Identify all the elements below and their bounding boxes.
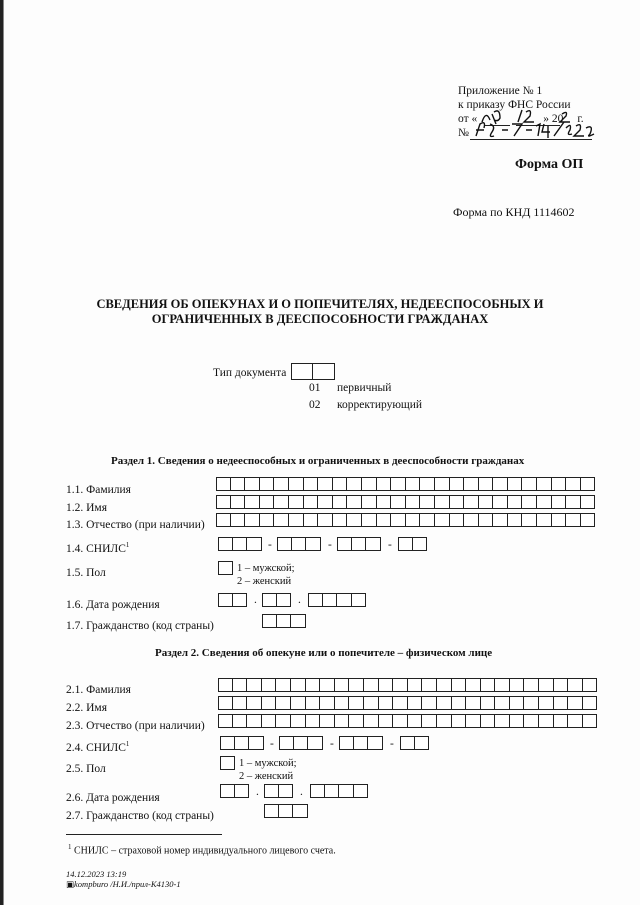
print-stamp-date: 14.12.2023 13:19 (66, 869, 127, 879)
input-cell[interactable] (320, 678, 335, 692)
input-cell[interactable] (554, 678, 569, 692)
print-stamp-path (66, 879, 181, 889)
input-cell[interactable] (398, 537, 413, 551)
input-cell[interactable] (306, 696, 321, 710)
s2-birth-dot: . (256, 786, 259, 798)
input-cell[interactable] (510, 696, 525, 710)
footnote-text: СНИЛС – страховой номер индивидуального лицевого счета. (74, 845, 336, 857)
input-cell[interactable] (493, 513, 508, 527)
input-cell[interactable] (568, 696, 583, 710)
input-cell[interactable] (466, 678, 481, 692)
s2-birth-month[interactable] (264, 784, 293, 798)
input-cell[interactable] (508, 513, 523, 527)
input-cell[interactable] (452, 714, 467, 728)
input-cell[interactable] (308, 593, 323, 607)
s1-citizenship-label: 1.7. Гражданство (код страны) (66, 620, 214, 632)
input-cell[interactable] (391, 477, 406, 491)
input-cell[interactable] (583, 678, 598, 692)
s1-snils-dash: - (388, 539, 392, 551)
input-cell[interactable] (233, 593, 248, 607)
input-cell[interactable] (583, 696, 598, 710)
input-cell[interactable] (310, 784, 325, 798)
input-cell[interactable] (422, 714, 437, 728)
input-cell[interactable] (368, 736, 383, 750)
input-cell[interactable] (437, 678, 452, 692)
input-cell[interactable] (450, 513, 465, 527)
input-cell[interactable] (354, 784, 369, 798)
knd-code: Форма по КНД 1114602 (453, 205, 575, 219)
input-cell[interactable] (337, 537, 352, 551)
input-cell[interactable] (318, 513, 333, 527)
input-cell[interactable] (245, 477, 260, 491)
input-cell[interactable] (437, 714, 452, 728)
input-cell[interactable] (245, 495, 260, 509)
input-cell[interactable] (233, 537, 248, 551)
input-cell[interactable] (377, 477, 392, 491)
input-cell[interactable] (264, 784, 279, 798)
stamp-icon: ▣ (66, 879, 75, 889)
input-cell[interactable] (379, 714, 394, 728)
input-cell[interactable] (583, 714, 598, 728)
input-cell[interactable] (450, 477, 465, 491)
s2-surname-cells[interactable] (218, 678, 597, 692)
s1-snils-label (66, 541, 129, 555)
input-cell[interactable] (231, 513, 246, 527)
s2-snils-dash: - (330, 738, 334, 750)
input-cell[interactable] (325, 784, 340, 798)
input-cell[interactable] (379, 678, 394, 692)
doc-type-label: Тип документа (213, 367, 287, 379)
input-cell[interactable] (245, 513, 260, 527)
input-cell[interactable] (233, 714, 248, 728)
input-cell[interactable] (493, 477, 508, 491)
s2-snils-dash: - (390, 738, 394, 750)
input-cell[interactable] (339, 736, 354, 750)
s1-snils-footnote-mark: 1 (125, 541, 130, 549)
input-cell[interactable] (554, 714, 569, 728)
input-cell[interactable] (566, 513, 581, 527)
input-cell[interactable] (522, 513, 537, 527)
s2-birth-label: 2.6. Дата рождения (66, 792, 160, 804)
input-cell[interactable] (292, 537, 307, 551)
input-cell[interactable] (435, 513, 450, 527)
input-cell[interactable] (406, 477, 421, 491)
input-cell[interactable] (262, 593, 277, 607)
input-cell[interactable] (235, 784, 250, 798)
s1-snils-part3[interactable] (337, 537, 381, 551)
doc-type-opt2-code: 02 (309, 399, 321, 411)
s2-snils-part3[interactable] (339, 736, 383, 750)
input-cell[interactable] (218, 593, 233, 607)
order-label: к приказу ФНС России (458, 99, 571, 111)
s2-snils-part4[interactable] (400, 736, 429, 750)
doc-type-opt1-code: 01 (309, 382, 321, 394)
input-cell[interactable] (495, 714, 510, 728)
input-cell[interactable] (277, 614, 292, 628)
input-cell[interactable] (581, 495, 596, 509)
s1-snils-text: 1.4. СНИЛС (66, 542, 126, 555)
input-cell[interactable] (262, 614, 277, 628)
input-cell[interactable] (320, 696, 335, 710)
input-cell[interactable] (347, 495, 362, 509)
input-cell[interactable] (337, 593, 352, 607)
input-cell[interactable] (274, 477, 289, 491)
input-cell[interactable] (339, 784, 354, 798)
input-cell[interactable] (323, 593, 338, 607)
input-cell[interactable] (247, 696, 262, 710)
s1-sex-opt2: 2 – женский (237, 576, 292, 587)
document-title-line1: СВЕДЕНИЯ ОБ ОПЕКУНАХ И О ПОПЕЧИТЕЛЯХ, НЕДЕЕСПОСОБНЫХ И (96, 297, 544, 311)
input-cell[interactable] (274, 495, 289, 509)
input-cell[interactable] (539, 696, 554, 710)
input-cell[interactable] (495, 696, 510, 710)
s2-name-cells[interactable] (218, 696, 597, 710)
input-cell[interactable] (247, 714, 262, 728)
input-cell[interactable] (452, 678, 467, 692)
s1-sex-opt1: 1 – мужской; (237, 563, 295, 574)
s1-snils-part1[interactable] (218, 537, 262, 551)
input-cell[interactable] (364, 714, 379, 728)
input-cell[interactable] (522, 477, 537, 491)
input-cell[interactable] (304, 495, 319, 509)
s2-birth-year[interactable] (310, 784, 368, 798)
input-cell[interactable] (354, 736, 369, 750)
input-cell[interactable] (420, 495, 435, 509)
s1-snils-part4[interactable] (398, 537, 427, 551)
appendix-label: Приложение № 1 (458, 85, 543, 97)
input-cell[interactable] (289, 477, 304, 491)
input-cell[interactable] (481, 678, 496, 692)
input-cell[interactable] (408, 696, 423, 710)
s1-citizenship-cells[interactable] (262, 614, 306, 628)
input-cell[interactable] (568, 678, 583, 692)
section2-heading: Раздел 2. Сведения об опекуне или о попечителе – физическом лице (155, 647, 493, 659)
input-cell[interactable] (291, 714, 306, 728)
doc-type-opt1-text: первичный (337, 382, 392, 394)
input-cell[interactable] (524, 696, 539, 710)
input-cell[interactable] (568, 714, 583, 728)
section1-heading: Раздел 1. Сведения о недееспособных и ограниченных в дееспособности гражданах (111, 455, 525, 467)
s2-patronymic-label: 2.3. Отчество (при наличии) (66, 720, 205, 732)
s1-birth-year[interactable] (308, 593, 366, 607)
s2-citizenship-cells[interactable] (264, 804, 308, 818)
input-cell[interactable] (279, 804, 294, 818)
input-cell[interactable] (247, 678, 262, 692)
input-cell[interactable] (379, 696, 394, 710)
scan-edge-shadow (3, 0, 4, 905)
input-cell[interactable] (552, 513, 567, 527)
s1-birth-dot: . (298, 594, 301, 606)
input-cell[interactable] (537, 495, 552, 509)
input-cell[interactable] (304, 513, 319, 527)
input-cell[interactable] (391, 495, 406, 509)
input-cell[interactable] (464, 513, 479, 527)
input-cell[interactable] (415, 736, 430, 750)
input-cell[interactable] (408, 678, 423, 692)
input-cell[interactable] (391, 513, 406, 527)
s2-birth-day[interactable] (220, 784, 249, 798)
print-stamp-path-text: kompburo /Н.И./прил-К4130-1 (74, 879, 181, 889)
input-cell[interactable] (233, 696, 248, 710)
input-cell[interactable] (333, 513, 348, 527)
s2-sex-opt2: 2 – женский (239, 771, 294, 782)
input-cell[interactable] (400, 736, 415, 750)
input-cell[interactable] (364, 696, 379, 710)
doc-type-cell[interactable] (313, 363, 335, 380)
input-cell[interactable] (306, 537, 321, 551)
input-cell[interactable] (264, 804, 279, 818)
input-cell[interactable] (364, 678, 379, 692)
input-cell[interactable] (552, 477, 567, 491)
document-title-line2: ОГРАНИЧЕННЫХ В ДЕЕСПОСОБНОСТИ ГРАЖДАНАХ (151, 312, 489, 326)
input-cell[interactable] (333, 477, 348, 491)
s1-patronymic-label: 1.3. Отчество (при наличии) (66, 519, 205, 531)
input-cell[interactable] (279, 784, 294, 798)
s2-snils-label (66, 740, 129, 754)
input-cell[interactable] (349, 714, 364, 728)
s1-snils-part2[interactable] (277, 537, 321, 551)
s1-birth-month[interactable] (262, 593, 291, 607)
input-cell[interactable] (422, 678, 437, 692)
input-cell[interactable] (537, 513, 552, 527)
input-cell[interactable] (231, 495, 246, 509)
s1-birth-dot: . (254, 594, 257, 606)
input-cell[interactable] (510, 678, 525, 692)
input-cell[interactable] (539, 678, 554, 692)
input-cell[interactable] (566, 495, 581, 509)
input-cell[interactable] (279, 736, 294, 750)
s1-name-cells[interactable] (216, 495, 595, 509)
input-cell[interactable] (262, 714, 277, 728)
input-cell[interactable] (522, 495, 537, 509)
input-cell[interactable] (393, 678, 408, 692)
input-cell[interactable] (566, 477, 581, 491)
input-cell[interactable] (220, 736, 235, 750)
input-cell[interactable] (320, 714, 335, 728)
s1-sex-cell[interactable] (218, 561, 233, 575)
s2-patronymic-cells[interactable] (218, 714, 597, 728)
input-cell[interactable] (306, 714, 321, 728)
input-cell[interactable] (216, 477, 231, 491)
input-cell[interactable] (435, 477, 450, 491)
input-cell[interactable] (335, 678, 350, 692)
input-cell[interactable] (304, 477, 319, 491)
s2-citizenship-label: 2.7. Гражданство (код страны) (66, 810, 214, 822)
input-cell[interactable] (537, 477, 552, 491)
s2-name-label: 2.2. Имя (66, 702, 107, 714)
input-cell[interactable] (352, 537, 367, 551)
input-cell[interactable] (352, 593, 367, 607)
doc-type-cells[interactable] (291, 363, 335, 380)
input-cell[interactable] (452, 696, 467, 710)
input-cell[interactable] (408, 714, 423, 728)
input-cell[interactable] (437, 696, 452, 710)
doc-type-opt2-text: корректирующий (337, 399, 423, 411)
input-cell[interactable] (349, 696, 364, 710)
input-cell[interactable] (362, 477, 377, 491)
input-cell[interactable] (420, 513, 435, 527)
input-cell[interactable] (366, 537, 381, 551)
date-end: г. (577, 113, 584, 125)
input-cell[interactable] (235, 736, 250, 750)
input-cell[interactable] (277, 537, 292, 551)
input-cell[interactable] (581, 477, 596, 491)
input-cell[interactable] (393, 696, 408, 710)
s1-snils-dash: - (328, 539, 332, 551)
input-cell[interactable] (218, 678, 233, 692)
input-cell[interactable] (524, 714, 539, 728)
s1-sex-label: 1.5. Пол (66, 567, 106, 579)
input-cell[interactable] (349, 678, 364, 692)
input-cell[interactable] (277, 593, 292, 607)
date-suffix: » 20 (543, 113, 564, 125)
input-cell[interactable] (233, 678, 248, 692)
handwritten-number (470, 118, 600, 142)
input-cell[interactable] (276, 696, 291, 710)
input-cell[interactable] (289, 495, 304, 509)
s2-snils-dash: - (270, 738, 274, 750)
input-cell[interactable] (218, 537, 233, 551)
input-cell[interactable] (481, 714, 496, 728)
s2-snils-footnote-mark: 1 (125, 740, 130, 748)
order-number-prefix: № (458, 127, 469, 139)
footnote-rule (66, 834, 222, 835)
input-cell[interactable] (260, 477, 275, 491)
s2-surname-label: 2.1. Фамилия (66, 684, 131, 696)
input-cell[interactable] (262, 696, 277, 710)
input-cell[interactable] (406, 513, 421, 527)
input-cell[interactable] (552, 495, 567, 509)
input-cell[interactable] (318, 495, 333, 509)
input-cell[interactable] (260, 513, 275, 527)
input-cell[interactable] (377, 513, 392, 527)
input-cell[interactable] (377, 495, 392, 509)
s1-patronymic-cells[interactable] (216, 513, 595, 527)
input-cell[interactable] (524, 678, 539, 692)
input-cell[interactable] (218, 696, 233, 710)
input-cell[interactable] (554, 696, 569, 710)
s2-snils-part1[interactable] (220, 736, 264, 750)
input-cell[interactable] (508, 477, 523, 491)
date-prefix: от « (458, 113, 478, 125)
input-cell[interactable] (216, 495, 231, 509)
input-cell[interactable] (216, 513, 231, 527)
input-cell[interactable] (466, 714, 481, 728)
input-cell[interactable] (495, 678, 510, 692)
input-cell[interactable] (581, 513, 596, 527)
input-cell[interactable] (308, 736, 323, 750)
input-cell[interactable] (406, 495, 421, 509)
input-cell[interactable] (464, 477, 479, 491)
s2-sex-opt1: 1 – мужской; (239, 758, 297, 769)
s2-birth-dot: . (300, 786, 303, 798)
input-cell[interactable] (510, 714, 525, 728)
s1-surname-cells[interactable] (216, 477, 595, 491)
input-cell[interactable] (260, 495, 275, 509)
input-cell[interactable] (289, 513, 304, 527)
input-cell[interactable] (276, 714, 291, 728)
input-cell[interactable] (291, 696, 306, 710)
s2-sex-label: 2.5. Пол (66, 763, 106, 775)
form-name: Форма ОП (515, 157, 584, 172)
input-cell[interactable] (318, 477, 333, 491)
input-cell[interactable] (218, 714, 233, 728)
input-cell[interactable] (220, 756, 235, 770)
input-cell[interactable] (262, 678, 277, 692)
input-cell[interactable] (335, 714, 350, 728)
input-cell[interactable] (220, 784, 235, 798)
s2-sex-cell[interactable] (220, 756, 235, 770)
input-cell[interactable] (435, 495, 450, 509)
input-cell[interactable] (393, 714, 408, 728)
input-cell[interactable] (464, 495, 479, 509)
input-cell[interactable] (539, 714, 554, 728)
input-cell[interactable] (247, 537, 262, 551)
input-cell[interactable] (291, 678, 306, 692)
input-cell[interactable] (335, 696, 350, 710)
input-cell[interactable] (422, 696, 437, 710)
input-cell[interactable] (347, 477, 362, 491)
s1-birth-day[interactable] (218, 593, 247, 607)
input-cell[interactable] (479, 513, 494, 527)
input-cell[interactable] (362, 495, 377, 509)
input-cell[interactable] (466, 696, 481, 710)
input-cell[interactable] (481, 696, 496, 710)
input-cell[interactable] (291, 614, 306, 628)
s2-snils-text: 2.4. СНИЛС (66, 741, 126, 754)
input-cell[interactable] (420, 477, 435, 491)
s2-snils-part2[interactable] (279, 736, 323, 750)
input-cell[interactable] (333, 495, 348, 509)
input-cell[interactable] (479, 477, 494, 491)
input-cell[interactable] (231, 477, 246, 491)
doc-type-cell[interactable] (291, 363, 313, 380)
input-cell[interactable] (306, 678, 321, 692)
input-cell[interactable] (508, 495, 523, 509)
s1-snils-dash: - (268, 539, 272, 551)
input-cell[interactable] (450, 495, 465, 509)
input-cell[interactable] (293, 804, 308, 818)
input-cell[interactable] (249, 736, 264, 750)
input-cell[interactable] (294, 736, 309, 750)
s1-birth-label: 1.6. Дата рождения (66, 599, 160, 611)
input-cell[interactable] (493, 495, 508, 509)
input-cell[interactable] (479, 495, 494, 509)
footnote (68, 840, 336, 858)
s1-surname-label: 1.1. Фамилия (66, 484, 131, 496)
input-cell[interactable] (362, 513, 377, 527)
footnote-mark: 1 (68, 843, 72, 851)
input-cell[interactable] (218, 561, 233, 575)
input-cell[interactable] (413, 537, 428, 551)
input-cell[interactable] (276, 678, 291, 692)
input-cell[interactable] (274, 513, 289, 527)
s1-name-label: 1.2. Имя (66, 502, 107, 514)
input-cell[interactable] (347, 513, 362, 527)
